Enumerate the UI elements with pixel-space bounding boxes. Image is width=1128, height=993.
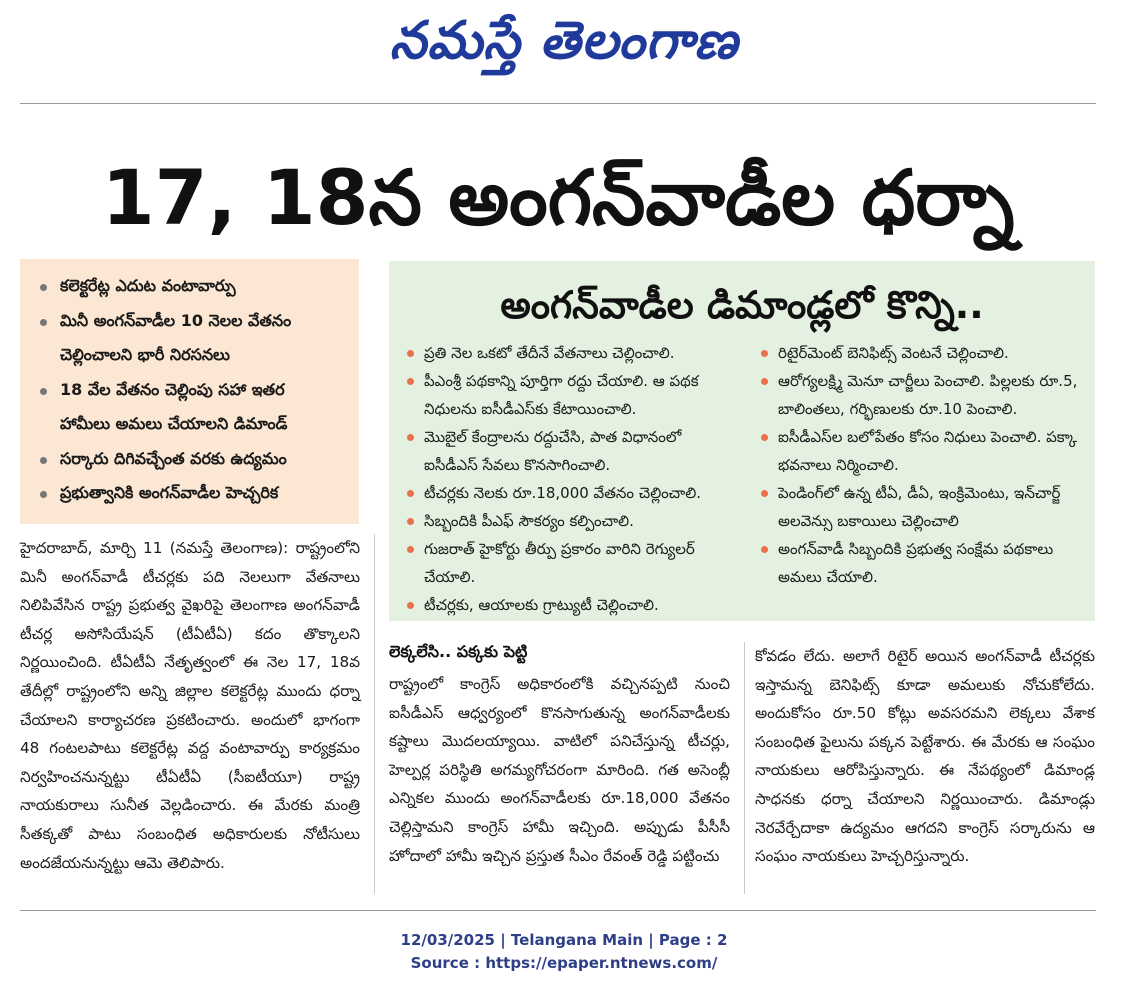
- bullet-icon: [407, 378, 414, 385]
- demand-item: పీఎంశ్రీ పథకాన్ని పూర్తిగా రద్దు చేయాలి. ఆ పథక నిధులను ఐసీడీఎస్‌కు కేటాయించాలి.: [397, 367, 733, 423]
- demand-item: పెండింగ్‌లో ఉన్న టీఏ, డీఏ, ఇంక్రిమెంటు, ఇన్‌చార్జ్ అలవెన్సు బకాయిలు చెల్లించాలి: [751, 479, 1083, 535]
- column-divider: [374, 534, 375, 894]
- bullet-icon: [761, 546, 768, 553]
- bullet-icon: [407, 546, 414, 553]
- bullet-icon: [407, 350, 414, 357]
- bullet-icon: [407, 518, 414, 525]
- bullet-icon: [40, 491, 47, 498]
- highlight-item-continuation: హామీలు అమలు చేయాలని డిమాండ్: [60, 414, 288, 433]
- bullet-icon: [407, 434, 414, 441]
- bullet-icon: [407, 490, 414, 497]
- demand-item: టీచర్లకు, ఆయాలకు గ్రాట్యుటీ చెల్లించాలి.: [397, 591, 733, 619]
- headline: 17, 18న అంగన్‌వాడీల ధర్నా: [101, 153, 1015, 242]
- article-paragraph: కోవడం లేదు. అలాగే రిటైర్ అయిన అంగన్‌వాడీ టీచర్లకు ఇస్తామన్న బెనిఫిట్స్ కూడా అమలుకు నోచుకోలేదు. అందుకోసం రూ.50 కోట్లు అవసరమని లెక్కలు వేశాక సంబంధిత ఫైలును పక్కన పెట్టేశారు. ఈ మేరకు ఆ సంఘం నాయకులు ఆరోపిస్తున్నారు. ఈ నేపథ్యంలో డిమాండ్ల సాధనకు ధర్నా చేయాలని నిర్ణయించారు. డిమాండ్లు నెరవేర్చేదాకా ఉద్యమం ఆగదని కాంగ్రెస్ సర్కారును ఆ సంఘం నాయకులు హెచ్చరిస్తున్నారు.: [755, 647, 1095, 866]
- article-column-1: [20, 534, 360, 877]
- demands-right-column: [751, 339, 1083, 591]
- footer-source-line: Source : https://epaper.ntnews.com/: [410, 954, 718, 972]
- highlight-item: మినీ అంగన్‌వాడీల 10 నెలల వేతనం: [38, 304, 349, 339]
- masthead-rule: [20, 103, 1096, 104]
- highlights-box: [20, 259, 359, 524]
- article-column-2: [389, 670, 730, 870]
- highlight-item-continuation: చెల్లించాలని భారీ నిరసనలు: [60, 345, 230, 364]
- demand-item: ప్రతి నెల ఒకటో తేదీనే వేతనాలు చెల్లించాలి.: [397, 339, 733, 367]
- column-divider: [744, 642, 745, 894]
- demand-item: రిటైర్‌మెంట్ బెనిఫిట్స్ వెంటనే చెల్లించాలి.: [751, 339, 1083, 367]
- bullet-icon: [761, 490, 768, 497]
- demand-item: టీచర్లకు నెలకు రూ.18,000 వేతనం చెల్లించాలి.: [397, 479, 733, 507]
- demands-left-column: [397, 339, 733, 619]
- highlight-item: కలెక్టరేట్ల ఎదుట వంటావార్పు: [38, 269, 349, 304]
- article-paragraph: రాష్ట్రంలో కాంగ్రెస్ అధికారంలోకి వచ్చినప్పటి నుంచి ఐసీడీఎస్ ఆధ్వర్యంలో కొనసాగుతున్న అంగన్‌వాడీలకు కష్టాలు మొదలయ్యాయి. వాటిలో పనిచేస్తున్న టీచర్లు, హెల్పర్ల పరిస్థితి అగమ్యగోచరంగా మారింది. గత అసెంబ్లీ ఎన్నికల ముందు అంగన్‌వాడీలకు రూ.18,000 వేతనం చెల్లిస్తామని కాంగ్రెస్ హామీ ఇచ్చింది. అప్పుడు పీసీసీ హోదాలో హామీ ఇచ్చిన ప్రస్తుత సీఎం రేవంత్ రెడ్డి పట్టించు: [389, 675, 730, 865]
- demands-title: అంగన్‌వాడీల డిమాండ్లలో కొన్ని..: [500, 283, 984, 327]
- demand-item: సిబ్బందికి పీఎఫ్ సౌకర్యం కల్పించాలి.: [397, 507, 733, 535]
- footer-rule: [20, 910, 1096, 911]
- demand-item: ఆరోగ్యలక్ష్మి మెనూ చార్జీలు పెంచాలి. పిల్లలకు రూ.5, బాలింతలు, గర్భిణులకు రూ.10 పెంచాలి.: [751, 367, 1083, 423]
- highlight-item: 18 వేల వేతనం చెల్లింపు సహా ఇతర: [38, 373, 349, 408]
- masthead-logo: నమస్తే తెలంగాణ: [389, 11, 739, 71]
- demand-item: మొబైల్ కేంద్రాలను రద్దుచేసి, పాత విధానంలో ఐసీడీఎస్ సేవలు కొనసాగించాలి.: [397, 423, 733, 479]
- article-paragraph: హైదరాబాద్, మార్చి 11 (నమస్తే తెలంగాణ): రాష్ట్రంలోని మినీ అంగన్‌వాడీ టీచర్లకు పది నెలలుగా వేతనాలు నిలిపివేసిన రాష్ట్ర ప్రభుత్వ వైఖరిపై తెలంగాణ అంగన్‌వాడీ టీచర్ల అసోసియేషన్ (టీఏటీఏ) కదం తొక్కాలని నిర్ణయించింది. టీఏటీఏ నేతృత్వంలో ఈ నెల 17, 18వ తేదీల్లో రాష్ట్రంలోని అన్ని జిల్లాల కలెక్టరేట్ల ముందు ధర్నా చేయాలని కార్యాచరణ ప్రకటించారు. అందులో భాగంగా 48 గంటలపాటు కలెక్టరేట్ల వద్ద వంటావార్పు కార్యక్రమం నిర్వహించనున్నట్టు టీఏటీఏ (సీఐటీయూ) రాష్ట్ర నాయకురాలు సునీత వెల్లడించారు. ఈ మేరకు మంత్రి సీతక్కతో పాటు సంబంధిత అధికారులకు నోటీసులు అందజేయనున్నట్టు ఆమె తెలిపారు.: [20, 539, 360, 872]
- bullet-icon: [761, 350, 768, 357]
- bullet-icon: [407, 602, 414, 609]
- bullet-icon: [40, 457, 47, 464]
- bullet-icon: [761, 434, 768, 441]
- bullet-icon: [40, 319, 47, 326]
- bullet-icon: [761, 378, 768, 385]
- demands-box: [389, 261, 1095, 621]
- highlight-item: ప్రభుత్వానికి అంగన్‌వాడీల హెచ్చరిక: [38, 476, 349, 511]
- article-subhead: లెక్కలేసి.. పక్కకు పెట్టి: [389, 642, 528, 661]
- demand-item: గుజరాత్ హైకోర్టు తీర్పు ప్రకారం వారిని రెగ్యులర్ చేయాలి.: [397, 535, 733, 591]
- bullet-icon: [40, 388, 47, 395]
- demand-item: అంగన్‌వాడీ సిబ్బందికి ప్రభుత్వ సంక్షేమ పథకాలు అమలు చేయాలి.: [751, 535, 1083, 591]
- article-column-3: [755, 642, 1095, 871]
- highlight-item: సర్కారు దిగివచ్చేంత వరకు ఉద్యమం: [38, 442, 349, 477]
- demand-item: ఐసీడీఎస్‌ల బలోపేతం కోసం నిధులు పెంచాలి. పక్కా భవనాలు నిర్మించాలి.: [751, 423, 1083, 479]
- footer-edition-line: 12/03/2025 | Telangana Main | Page : 2: [400, 931, 728, 949]
- bullet-icon: [40, 284, 47, 291]
